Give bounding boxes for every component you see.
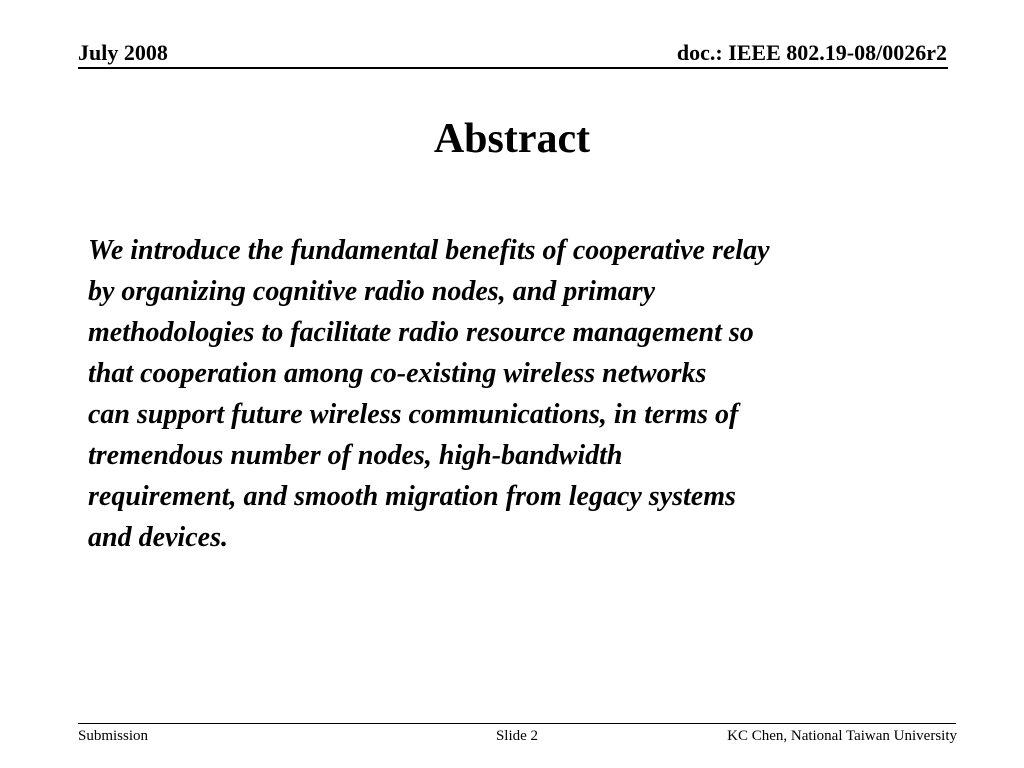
header-divider	[78, 67, 948, 69]
abstract-line: that cooperation among co-existing wireless networks	[88, 358, 707, 389]
footer-author: KC Chen, National Taiwan University	[727, 728, 957, 744]
abstract-line: can support future wireless communications, in terms of	[88, 399, 739, 430]
abstract-line: by organizing cognitive radio nodes, and primary	[88, 276, 656, 307]
header-doc-id: doc.: IEEE 802.19-08/0026r2	[676, 40, 947, 65]
abstract-line: and devices.	[88, 522, 228, 553]
footer-submission: Submission	[78, 728, 149, 744]
abstract-line: We introduce the fundamental benefits of cooperative relay	[88, 235, 770, 266]
abstract-line: methodologies to facilitate radio resource management so	[88, 317, 754, 348]
header-date: July 2008	[78, 40, 168, 65]
abstract-line: tremendous number of nodes, high-bandwidth	[88, 440, 623, 471]
footer-divider	[78, 723, 956, 724]
abstract-line: requirement, and smooth migration from legacy systems	[88, 481, 736, 512]
abstract-paragraph	[88, 230, 985, 558]
slide-title: Abstract	[433, 116, 591, 162]
footer-slide-number: Slide 2	[495, 728, 539, 744]
